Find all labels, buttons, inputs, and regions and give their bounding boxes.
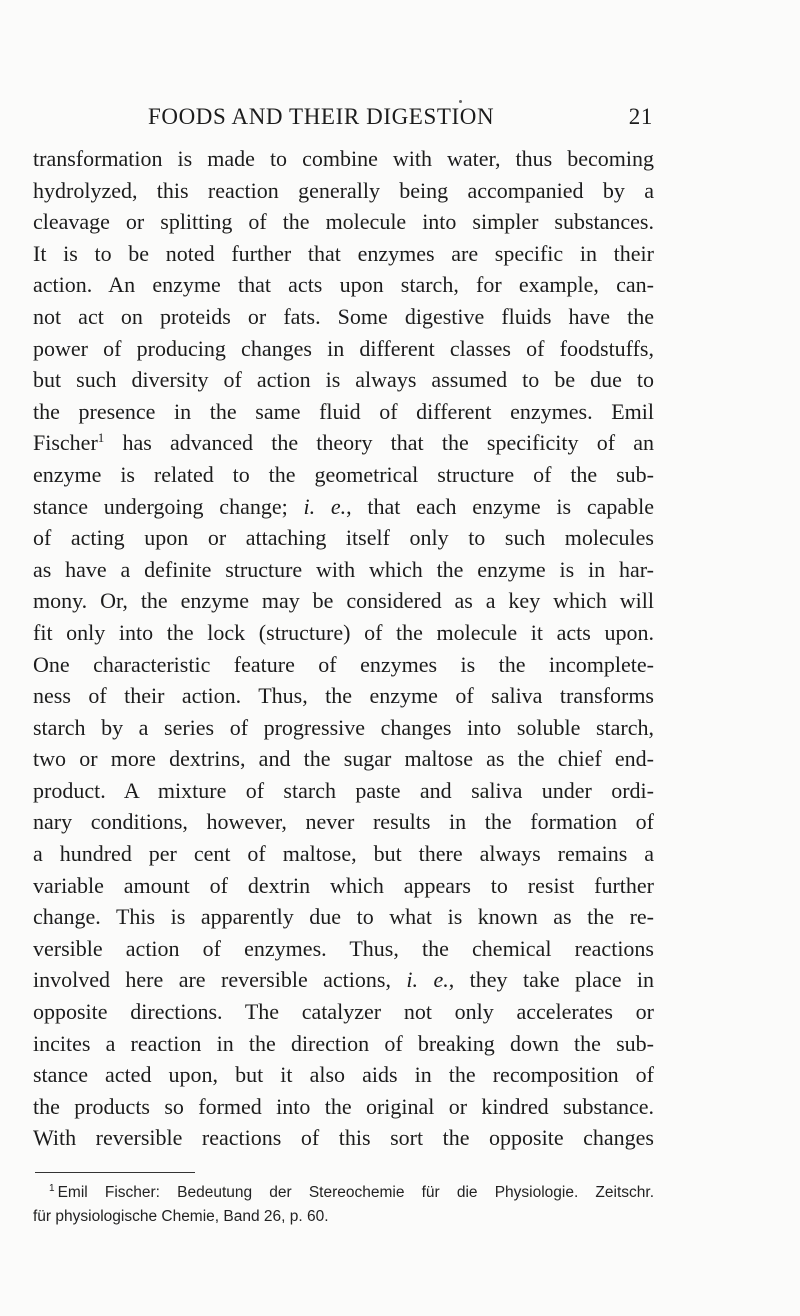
text-line: With reversible reactions of this sort the opposite changes (33, 1125, 654, 1151)
text-line: fit only into the lock (structure) of the molecule it acts upon. (33, 619, 654, 645)
running-head-title: FOODS AND THEIR DIGESTION (148, 104, 495, 129)
text-fragment: involved here are reversible actions, (33, 967, 391, 993)
text-line: a hundred per cent of maltose, but there always remains a (33, 841, 654, 867)
text-line: nary conditions, however, never results in the formation of (33, 809, 654, 835)
text-line: the presence in the same fluid of different enzymes. Emil (33, 398, 654, 424)
text-line-with-italic (33, 491, 654, 523)
text-line: stance acted upon, but it also aids in the recomposition of (33, 1062, 654, 1088)
text-line: starch by a series of progressive changes into soluble starch, (33, 714, 654, 740)
footnote-line (33, 1181, 654, 1205)
text-line: variable amount of dextrin which appears to resist further (33, 872, 654, 898)
text-fragment: , that each enzyme is capable (346, 493, 654, 519)
text-line: transformation is made to combine with water, thus becoming (33, 146, 654, 171)
text-line-with-italic (33, 964, 654, 996)
text-line: action. An enzyme that acts upon starch, for example, can- (33, 272, 654, 298)
text-line: It is to be noted further that enzymes are specific in their (33, 240, 654, 266)
text-line: two or more dextrins, and the sugar maltose as the chief end- (33, 746, 654, 772)
text-line: One characteristic feature of enzymes is the incomplete- (33, 651, 654, 677)
text-line: but such diversity of action is always assumed to be due to (33, 367, 654, 393)
footnote-line: für physiologische Chemie, Band 26, p. 60. (33, 1208, 329, 1225)
text-line: ness of their action. Thus, the enzyme of saliva transforms (33, 683, 654, 709)
text-line: power of producing changes in different classes of foodstuffs, (33, 335, 654, 361)
body-text (33, 143, 654, 1154)
text-line-with-footnote-ref (33, 427, 654, 459)
page-number: 21 (628, 104, 653, 129)
text-line: as have a definite structure with which the enzyme is in har- (33, 556, 654, 582)
text-line: not act on proteids or fats. Some digestive fluids have the (33, 303, 654, 329)
running-head (148, 104, 653, 134)
italic-abbreviation: i. e. (406, 967, 449, 993)
footnote-reference[interactable]: 1 (97, 430, 105, 446)
text-fragment: has advanced the theory that the specificity of an (122, 430, 654, 456)
text-line: product. A mixture of starch paste and saliva under ordi- (33, 777, 654, 803)
text-line: of acting upon or attaching itself only to such molecules (33, 525, 654, 551)
text-line: opposite directions. The catalyzer not only accelerates or (33, 999, 654, 1025)
text-line: mony. Or, the enzyme may be considered as a key which will (33, 588, 654, 614)
footnote-divider (35, 1172, 195, 1173)
print-speck (459, 100, 462, 103)
text-fragment: , they take place in (448, 967, 654, 993)
footnote (33, 1181, 654, 1229)
text-line: versible action of enzymes. Thus, the chemical reactions (33, 935, 654, 961)
text-line: cleavage or splitting of the molecule into simpler substances. (33, 209, 654, 235)
footnote-marker: 1 (49, 1183, 55, 1194)
text-fragment: Fischer (33, 430, 98, 456)
text-line: change. This is apparently due to what is known as the re- (33, 904, 654, 930)
italic-abbreviation: i. e. (303, 493, 347, 519)
text-fragment: stance undergoing change; (33, 493, 288, 519)
text-line: incites a reaction in the direction of breaking down the sub- (33, 1030, 654, 1056)
text-line: enzyme is related to the geometrical structure of the sub- (33, 461, 654, 487)
footnote-text: Emil Fischer: Bedeutung der Stereochemie für die Physiologie. Zeitschr. (57, 1184, 654, 1201)
text-line: hydrolyzed, this reaction generally being accompanied by a (33, 177, 654, 203)
text-line: the products so formed into the original or kindred substance. (33, 1093, 654, 1119)
